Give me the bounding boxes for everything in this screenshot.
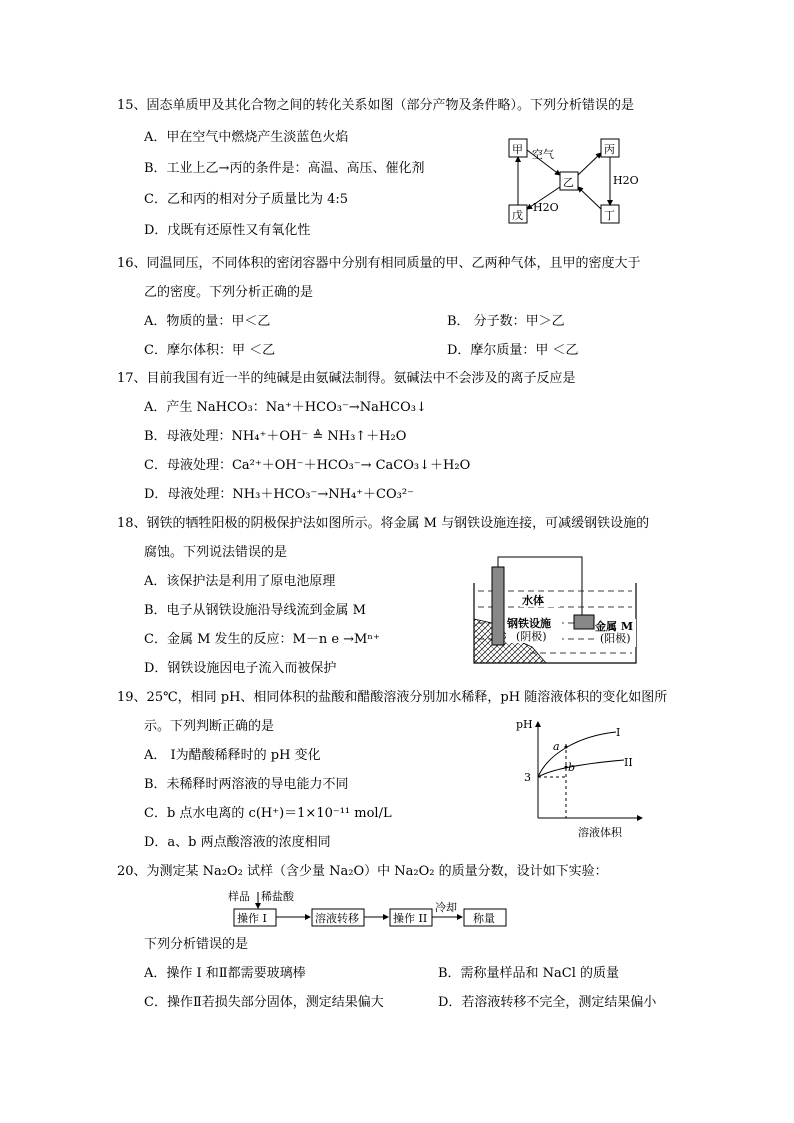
- q16-option-d: D．摩尔质量：甲 ＜乙: [447, 343, 579, 358]
- q18-option-a: A．该保护法是利用了原电池原理: [144, 574, 336, 589]
- flow-op2: 操作 II: [393, 912, 428, 925]
- flow-transfer: 溶液转移: [315, 912, 359, 925]
- label-water: 水体: [522, 594, 544, 607]
- q20-option-a: A．操作 I 和Ⅱ都需要玻璃棒: [144, 966, 306, 981]
- flow-acid: 稀盐酸: [261, 890, 294, 903]
- q20-option-d: D．若溶液转移不完全，测定结果偏小: [438, 995, 657, 1010]
- q19-stem-line2: 示。下列判断正确的是: [144, 719, 275, 734]
- q18-cathodic-protection-figure: [470, 553, 642, 667]
- q17-option-b: B．母液处理：NH₄⁺＋OH⁻ ≜ NH₃↑＋H₂O: [144, 429, 407, 444]
- q18-option-d: D．钢铁设施因电子流入而被保护: [144, 661, 337, 676]
- flow-weigh: 称量: [473, 912, 495, 925]
- q15-option-b: B．工业上乙→丙的条件是：高温、高压、催化剂: [144, 161, 425, 176]
- node-bing: 丙: [604, 143, 615, 156]
- q16-option-c: C．摩尔体积：甲 ＜乙: [144, 343, 276, 358]
- q20-option-b: B．需称量样品和 NaCl 的质量: [438, 966, 620, 981]
- flow-cool: 冷却: [435, 901, 457, 914]
- q20-stem: 20、为测定某 Na₂O₂ 试样（含少量 Na₂O）中 Na₂O₂ 的质量分数，设计如下实验：: [117, 864, 608, 879]
- flow-sample: 样品: [228, 890, 250, 903]
- label-kongqi: 空气: [532, 148, 554, 161]
- q18-stem-line2: 腐蚀。下列说法错误的是: [144, 545, 288, 560]
- q19-option-a: A． Ⅰ为醋酸稀释时的 pH 变化: [144, 748, 321, 763]
- q16-stem-line1: 16、同温同压，不同体积的密闭容器中分别有相同质量的甲、乙两种气体，且甲的密度大于: [117, 256, 641, 271]
- arrow-yi-bing: [578, 153, 601, 175]
- q16-option-b: B． 分子数：甲＞乙: [447, 314, 565, 329]
- q18-option-b: B．电子从钢铁设施沿导线流到金属 M: [144, 603, 366, 618]
- node-wu: 戊: [512, 209, 523, 222]
- q15-option-a: A．甲在空气中燃烧产生淡蓝色火焰: [144, 130, 349, 145]
- q15-conversion-diagram: [505, 135, 639, 227]
- x-axis-label: 溶液体积: [578, 826, 622, 839]
- label-steel-sub: (阴极): [516, 630, 547, 643]
- y-tick-3: 3: [524, 771, 531, 784]
- q17-option-d: D．母液处理：NH₃＋HCO₃⁻→NH₄⁺＋CO₃²⁻: [144, 487, 414, 502]
- node-yi: 乙: [563, 176, 574, 189]
- steel-post: [492, 567, 504, 645]
- q16-option-a: A．物质的量：甲＜乙: [144, 314, 271, 329]
- q20-sub: 下列分析错误的是: [144, 937, 249, 952]
- curve-2-label: II: [624, 756, 633, 769]
- label-metal: 金属 M: [595, 620, 634, 633]
- flow-op1: 操作 I: [237, 912, 267, 925]
- q17-stem: 17、目前我国有近一半的纯碱是由氨碱法制得。氨碱法中不会涉及的离子反应是: [117, 371, 576, 386]
- label-h2o-right: H2O: [613, 174, 639, 187]
- q16-stem-line2: 乙的密度。下列分析正确的是: [144, 285, 314, 300]
- q17-option-a: A．产生 NaHCO₃：Na⁺＋HCO₃⁻→NaHCO₃↓: [144, 400, 427, 415]
- curve-2: [538, 760, 624, 777]
- label-metal-sub: (阳极): [600, 632, 631, 645]
- q19-ph-figure: [508, 714, 648, 842]
- q15-stem: 15、固态单质甲及其化合物之间的转化关系如图（部分产物及条件略）。下列分析错误的是: [117, 98, 635, 113]
- q19-option-d: D．a、b 两点酸溶液的浓度相同: [144, 835, 331, 850]
- q20-flowchart: [224, 888, 514, 930]
- point-b-label: b: [568, 761, 576, 774]
- label-steel: 钢铁设施: [507, 617, 551, 630]
- label-h2o-left: H2O: [533, 201, 559, 214]
- q19-stem-line1: 19、25℃，相同 pH、相同体积的盐酸和醋酸溶液分别加水稀释，pH 随溶液体积的变化如图所: [117, 690, 668, 705]
- q19-option-b: B．未稀释时两溶液的导电能力不同: [144, 777, 349, 792]
- q19-option-c: C．b 点水电离的 c(H⁺)＝1×10⁻¹¹ mol/L: [144, 806, 392, 821]
- curve-1: [538, 732, 616, 777]
- q17-option-c: C．母液处理：Ca²⁺＋OH⁻＋HCO₃⁻→ CaCO₃↓＋H₂O: [144, 458, 471, 473]
- point-a-label: a: [553, 740, 560, 753]
- q18-stem-line1: 18、钢铁的牺牲阳极的阴极保护法如图所示。将金属 M 与钢铁设施连接，可减缓钢铁设施的: [117, 516, 650, 531]
- q18-option-c: C．金属 M 发生的反应：M－n e →Mⁿ⁺: [144, 632, 380, 647]
- q20-option-c: C．操作Ⅱ若损失部分固体，测定结果偏大: [144, 995, 384, 1010]
- y-axis-label: pH: [516, 718, 533, 731]
- q15-option-d: D．戊既有还原性又有氧化性: [144, 223, 311, 238]
- metal-m-block: [574, 615, 594, 629]
- node-ding: 丁: [604, 209, 615, 222]
- q15-option-c: C．乙和丙的相对分子质量比为 4:5: [144, 192, 349, 207]
- arrow-ding-yi: [578, 187, 601, 209]
- node-jia: 甲: [512, 143, 523, 156]
- curve-1-label: I: [616, 726, 621, 739]
